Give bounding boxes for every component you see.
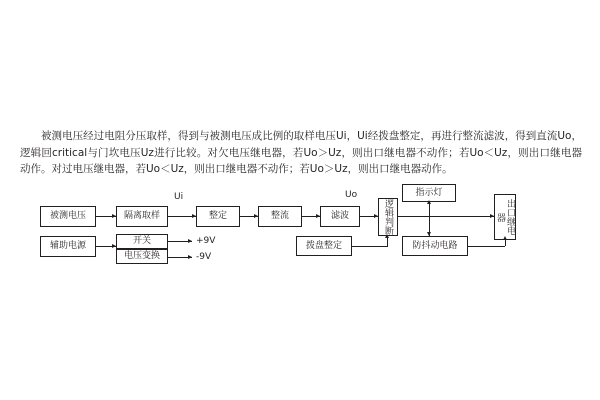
block-diagram	[20, 186, 580, 276]
line-logic-to-output	[398, 216, 494, 217]
line-dial-to-logic	[352, 246, 388, 247]
label-neg-9v: -9V	[196, 252, 212, 262]
block-setting: 整定	[196, 206, 240, 227]
block-filter: 滤波	[320, 206, 360, 227]
line-antishake-to-output-riser	[468, 246, 505, 247]
block-voltage-convert: 电压变换	[116, 249, 168, 264]
label-ui: Ui	[174, 192, 184, 202]
block-isolation-sampling: 隔离取样	[116, 206, 168, 227]
arrow-convert-to-neg9v	[188, 255, 192, 259]
block-rectify: 整流	[258, 206, 302, 227]
description-paragraph	[20, 128, 582, 178]
block-output-relay-label: 出口继电器	[495, 199, 515, 235]
block-measured-voltage: 被测电压	[40, 206, 96, 227]
line-lamp-to-bus	[429, 202, 430, 216]
block-indicator-lamp: 指示灯	[402, 184, 456, 202]
arrow-convert-to-pos9v	[188, 239, 192, 243]
block-dial-setting: 拨盘整定	[296, 236, 352, 256]
block-anti-shake: 防抖动电路	[402, 236, 468, 256]
block-aux-power: 辅助电源	[40, 236, 96, 257]
arrow-bus-to-antishake	[427, 232, 431, 236]
line-output-riser	[505, 240, 506, 246]
block-logic-judge	[378, 198, 398, 236]
arrow-antishake-to-output	[503, 236, 507, 240]
description-text: 被测电压经过电阻分压取样，得到与被测电压成比例的取样电压Ui，Ui经拨盘整定，再进行整流滤波，得到直流Uo，逻辑回critical与门坎电压Uz进行比较。对欠电压继电器，若Uo＞Uz，则出口继电器不动作；若Uo＜Uz，则出口继电器动作。对过电压继电器，若Uo＜Uz，则出口继电器不动作；若Uo＞Uz，则出口继电器动作。	[20, 130, 582, 175]
arrow-dial-to-logic	[385, 234, 389, 238]
block-output-relay	[494, 194, 516, 240]
block-switch: 开关	[116, 234, 168, 249]
arrow-lamp-up	[427, 200, 431, 204]
label-pos-9v: +9V	[196, 236, 216, 246]
label-uo: Uo	[345, 190, 358, 200]
block-logic-judge-label: 逻辑判断	[383, 199, 393, 235]
